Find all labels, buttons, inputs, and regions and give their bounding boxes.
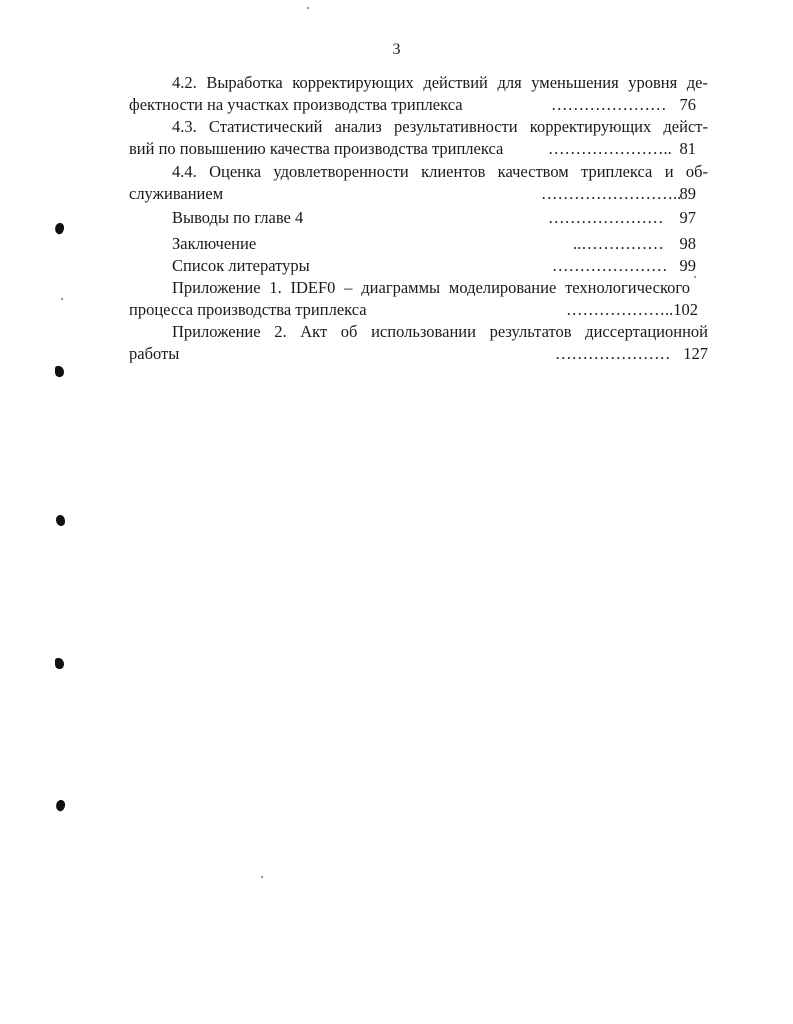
binding-hole-mark — [54, 799, 67, 813]
toc-leader-dots: ………………… — [552, 256, 668, 275]
toc-page-number: 127 — [683, 344, 708, 363]
toc-leader-dots: ………………… — [555, 344, 671, 363]
toc-page-number: 81 — [679, 139, 696, 158]
binding-hole-mark — [56, 515, 65, 526]
toc-text-line: Заключение — [172, 234, 257, 253]
toc-leader-dots: ………………… — [548, 208, 664, 227]
toc-text-line: работы — [129, 344, 180, 363]
toc-text-line: Приложение 1. IDEF0 – диаграммы моделирование технологического — [172, 278, 690, 297]
toc-text-line: Список литературы — [172, 256, 310, 275]
toc-leader-dots: …………………….. — [541, 184, 682, 203]
scan-speck — [307, 7, 309, 9]
toc-text-line: Выводы по главе 4 — [172, 208, 304, 227]
toc-page-number: 97 — [679, 208, 696, 227]
toc-page-number: 102 — [673, 300, 698, 319]
binding-hole-mark — [55, 366, 64, 377]
toc-text-line: вий по повышению качества производства триплекса — [129, 139, 504, 158]
scan-speck — [261, 876, 263, 878]
page-number: 3 — [392, 41, 401, 58]
scan-speck — [61, 298, 63, 300]
toc-text-line: процесса производства триплекса — [129, 300, 367, 319]
toc-leader-dots: ………………… — [551, 95, 667, 114]
toc-text-line: 4.3. Статистический анализ результативности корректирующих дейст- — [172, 117, 708, 136]
toc-text-line: 4.4. Оценка удовлетворенности клиентов качеством триплекса и об- — [172, 162, 708, 181]
toc-leader-dots: ..…………… — [573, 234, 664, 253]
toc-page-number: 89 — [679, 184, 696, 203]
binding-hole-mark — [55, 658, 64, 669]
toc-text-line: Приложение 2. Акт об использовании результатов диссертационной — [172, 322, 708, 341]
binding-hole-mark — [53, 222, 66, 236]
toc-page-number: 99 — [679, 256, 696, 275]
toc-text-line: 4.2. Выработка корректирующих действий для уменьшения уровня де- — [172, 73, 708, 92]
toc-text-line: фектности на участках производства триплекса — [129, 95, 463, 114]
toc-leader-dots: ……………….. — [566, 300, 674, 319]
toc-page-number: 98 — [679, 234, 696, 253]
scan-speck — [694, 276, 696, 278]
toc-leader-dots: ………………….. — [548, 139, 672, 158]
toc-text-line: служиванием — [129, 184, 224, 203]
toc-page-number: 76 — [679, 95, 696, 114]
